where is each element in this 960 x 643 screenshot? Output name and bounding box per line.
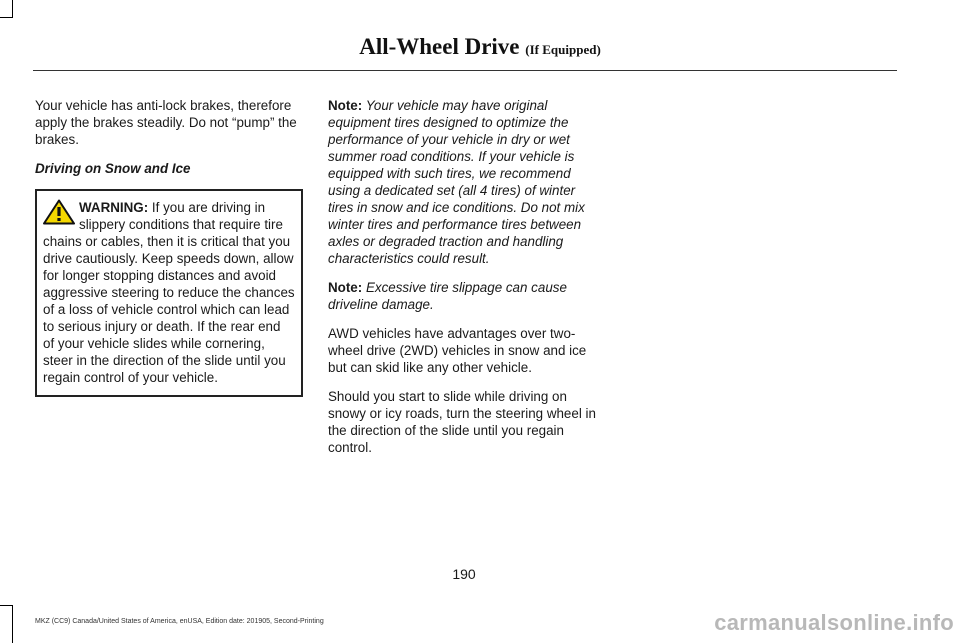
header-divider <box>33 70 897 71</box>
intro-paragraph: Your vehicle has anti-lock brakes, therefore apply the brakes steadily. Do not “pump” the brakes. <box>35 98 297 147</box>
watermark: carmanualsonline.info <box>714 610 954 635</box>
left-column <box>35 97 303 397</box>
note-label: Note: <box>328 98 363 113</box>
note-label: Note: <box>328 280 363 295</box>
footer-edition-info: MKZ (CC9) Canada/United States of America, enUSA, Edition date: 201905, Second-Printing <box>35 618 324 625</box>
warning-label: WARNING: <box>79 200 149 215</box>
chapter-title: All-Wheel Drive <box>359 34 520 59</box>
note-paragraph <box>328 97 600 267</box>
crop-mark <box>12 0 13 17</box>
body-paragraph: Should you start to slide while driving on snowy or icy roads, turn the steering wheel in the direction of the slide until you regain control. <box>328 389 596 455</box>
note-text: Your vehicle may have original equipment tires designed to optimize the performance of your vehicle in dry or wet summer road conditions. If your vehicle is equipped with such tires, we recommend using a dedicated set (all 4 tires) of winter tires in snow and ice conditions. Do not mix winter tires and performance tires between axles or degraded traction and handling characteristics could result. <box>328 98 585 266</box>
warning-triangle-icon <box>43 199 75 225</box>
body-paragraph: AWD vehicles have advantages over two-wheel drive (2WD) vehicles in snow and ice but can skid like any other vehicle. <box>328 326 587 375</box>
note-text: Excessive tire slippage can cause driveline damage. <box>328 280 567 312</box>
crop-mark <box>0 17 13 18</box>
page-number: 190 <box>452 566 476 582</box>
chapter-subtitle: (If Equipped) <box>525 42 601 57</box>
warning-box <box>35 189 303 397</box>
page-title <box>0 34 960 60</box>
section-subheading: Driving on Snow and Ice <box>35 161 191 176</box>
crop-mark <box>12 605 13 643</box>
right-column <box>328 97 600 468</box>
warning-text: If you are driving in slippery conditions that require tire chains or cables, then it is critical that you drive cautiously. Keep speeds down, allow for longer stopping distances and avoid aggressive steering to reduce the chances of a loss of vehicle control which can lead to serious injury or death. If the rear end of your vehicle slides while cornering, steer in the direction of the slide until you regain control of your vehicle. <box>43 200 295 385</box>
crop-mark <box>0 605 13 606</box>
note-paragraph <box>328 279 600 313</box>
